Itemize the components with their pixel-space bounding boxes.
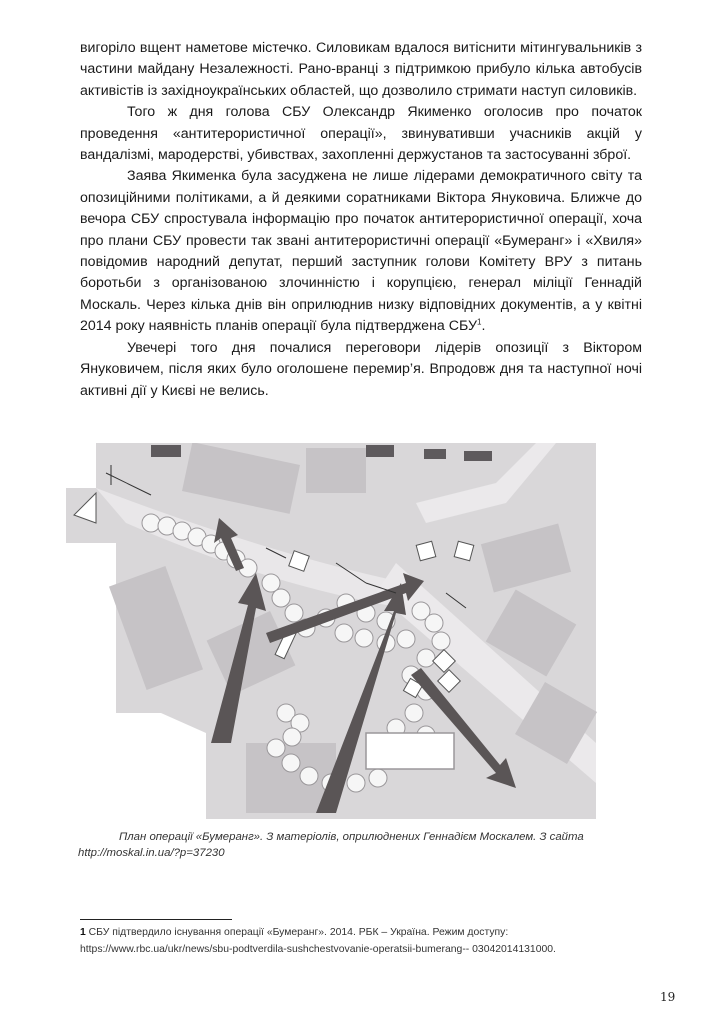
caption-source-link[interactable]: http://moskal.in.ua/?p=37230: [78, 847, 225, 859]
caption-text: План операції «Бумеранг». З матеріолів, оприлюднених Геннадієм Москалем. З сайта: [119, 831, 584, 843]
footnote: [80, 924, 660, 958]
footnote-url[interactable]: https://www.rbc.ua/ukr/news/sbu-podtverdila-sushchestvovanie-operatsii-bumerang-- 03042014131000.: [80, 944, 556, 955]
footnote-text: СБУ підтвердило існування операції «Бумеранг». 2014. РБК – Україна. Режим доступу:: [85, 927, 509, 938]
paragraph-3: [80, 166, 642, 337]
map-image: [66, 443, 662, 819]
page-number: 19: [660, 990, 676, 1004]
operation-plan-map: [66, 443, 662, 819]
figure-caption: [80, 829, 660, 861]
paragraph-2: Того ж дня голова СБУ Олександр Якименко оголосив про початок проведення «антитерористичної операції», звинувативши учасників акцій у вандалізмі, мародерстві, убивствах, захопленні держустанов та застосуванні зброї.: [80, 104, 642, 164]
blank-label-box: [366, 733, 454, 769]
paragraph-1: вигоріло вщент наметове містечко. Силовикам вдалося витіснити мітингувальників з частини майдану Незалежності. Рано-вранці з підтримкою прибуло кілька автобусів активістів із західноукраїнських областей, що дозволило стримати наступ силовиків.: [80, 40, 642, 99]
paragraph-3-text: Заява Якименка була засуджена не лише лідерами демократичного світу та опозиційними політиками, а й деякими соратниками Віктора Януковича. Ближче до вечора СБУ спростувала інформацію про початок антитерористичної операції, хоча про плани СБУ провести так звані антитерористичні операції «Бумеранг» і «Хвиля» повідомив народний депутат, перший заступник голови Комітету ВРУ з питань боротьби з організованою злочинністю і корупцією, генерал міліції Геннадій Москаль. Через кілька днів він оприлюднив низку відповідних документів, а у квітні 2014 року наявність планів операції була підтверджена СБУ: [80, 168, 642, 335]
paragraph-3-end: .: [481, 318, 486, 335]
footnote-reference[interactable]: 1: [477, 317, 482, 327]
body-text: [80, 38, 642, 402]
paragraph-4: Увечері того дня почалися переговори лідерів опозиції з Віктором Януковичем, після яких було оголошене перемир’я. Впродовж дня та наступної ночі активні дії у Києві не велись.: [80, 339, 642, 399]
footnote-number: 1: [80, 927, 86, 938]
footnote-separator: [80, 919, 232, 920]
footnote-line-1: [80, 924, 660, 941]
